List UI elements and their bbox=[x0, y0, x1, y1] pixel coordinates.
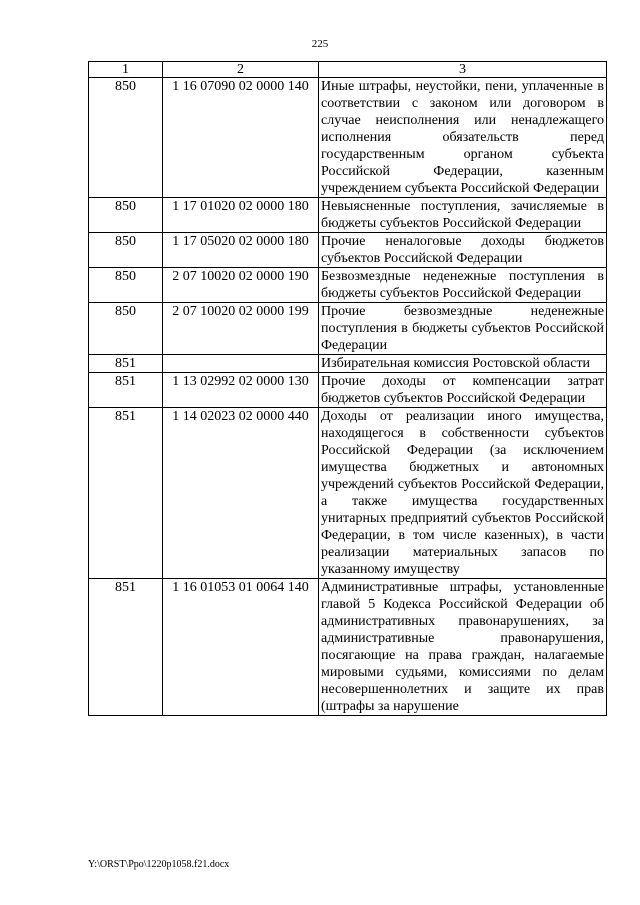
table-row bbox=[89, 408, 607, 579]
revenue-name-cell: Прочие безвозмездные неденежные поступления в бюджеты субъектов Российской Федерации bbox=[319, 303, 607, 355]
admin-code-cell: 851 bbox=[89, 355, 163, 373]
revenue-code-cell: 1 14 02023 02 0000 440 bbox=[163, 408, 319, 579]
table-row bbox=[89, 303, 607, 355]
revenue-table bbox=[88, 61, 607, 716]
column-header-3: 3 bbox=[319, 62, 607, 78]
admin-code-cell: 850 bbox=[89, 198, 163, 233]
revenue-name-cell: Иные штрафы, неустойки, пени, уплаченные в соответствии с законом или договором в случае неисполнения или ненадлежащего исполнения обязательств перед государственным органом субъекта Российской Федерации, казенным учреждением субъекта Российской Федерации bbox=[319, 78, 607, 198]
revenue-code-cell: 1 17 05020 02 0000 180 bbox=[163, 233, 319, 268]
admin-code-cell: 851 bbox=[89, 408, 163, 579]
revenue-code-cell: 1 13 02992 02 0000 130 bbox=[163, 373, 319, 408]
table-row bbox=[89, 78, 607, 198]
revenue-code-cell: 1 16 07090 02 0000 140 bbox=[163, 78, 319, 198]
revenue-code-cell: 2 07 10020 02 0000 199 bbox=[163, 303, 319, 355]
revenue-name-cell: Избирательная комиссия Ростовской области bbox=[319, 355, 607, 373]
revenue-name-cell: Прочие доходы от компенсации затрат бюджетов субъектов Российской Федерации bbox=[319, 373, 607, 408]
column-header-1: 1 bbox=[89, 62, 163, 78]
revenue-name-cell: Безвозмездные неденежные поступления в бюджеты субъектов Российской Федерации bbox=[319, 268, 607, 303]
admin-code-cell: 851 bbox=[89, 373, 163, 408]
admin-code-cell: 850 bbox=[89, 78, 163, 198]
revenue-code-cell: 1 17 01020 02 0000 180 bbox=[163, 198, 319, 233]
revenue-name-cell: Прочие неналоговые доходы бюджетов субъектов Российской Федерации bbox=[319, 233, 607, 268]
table-row bbox=[89, 268, 607, 303]
table-row bbox=[89, 233, 607, 268]
revenue-name-cell: Административные штрафы, установленные главой 5 Кодекса Российской Федерации об административных правонарушениях, за административные правонарушения, посягающие на права граждан, налагаемые мировыми судьями, комиссиями по делам несовершеннолетних и защите их прав (штрафы за нарушение bbox=[319, 579, 607, 716]
table-row bbox=[89, 579, 607, 716]
column-header-2: 2 bbox=[163, 62, 319, 78]
file-path-footer: Y:\ORST\Ppo\1220p1058.f21.docx bbox=[88, 859, 230, 870]
revenue-code-cell: 2 07 10020 02 0000 190 bbox=[163, 268, 319, 303]
admin-code-cell: 850 bbox=[89, 233, 163, 268]
revenue-name-cell: Невыясненные поступления, зачисляемые в бюджеты субъектов Российской Федерации bbox=[319, 198, 607, 233]
table-header-row bbox=[89, 62, 607, 78]
revenue-name-cell: Доходы от реализации иного имущества, находящегося в собственности субъектов Российской Федерации (за исключением имущества бюджетных и автономных учреждений субъектов Российской Федерации, а также имущества государственных унитарных предприятий субъектов Российской Федерации, в том числе казенных), в части реализации материальных запасов по указанному имуществу bbox=[319, 408, 607, 579]
page-number: 225 bbox=[311, 38, 329, 50]
revenue-code-cell: 1 16 01053 01 0064 140 bbox=[163, 579, 319, 716]
table-row bbox=[89, 355, 607, 373]
table-row bbox=[89, 373, 607, 408]
admin-code-cell: 850 bbox=[89, 268, 163, 303]
admin-code-cell: 850 bbox=[89, 303, 163, 355]
table-row bbox=[89, 198, 607, 233]
admin-code-cell: 851 bbox=[89, 579, 163, 716]
revenue-code-cell bbox=[163, 355, 319, 373]
